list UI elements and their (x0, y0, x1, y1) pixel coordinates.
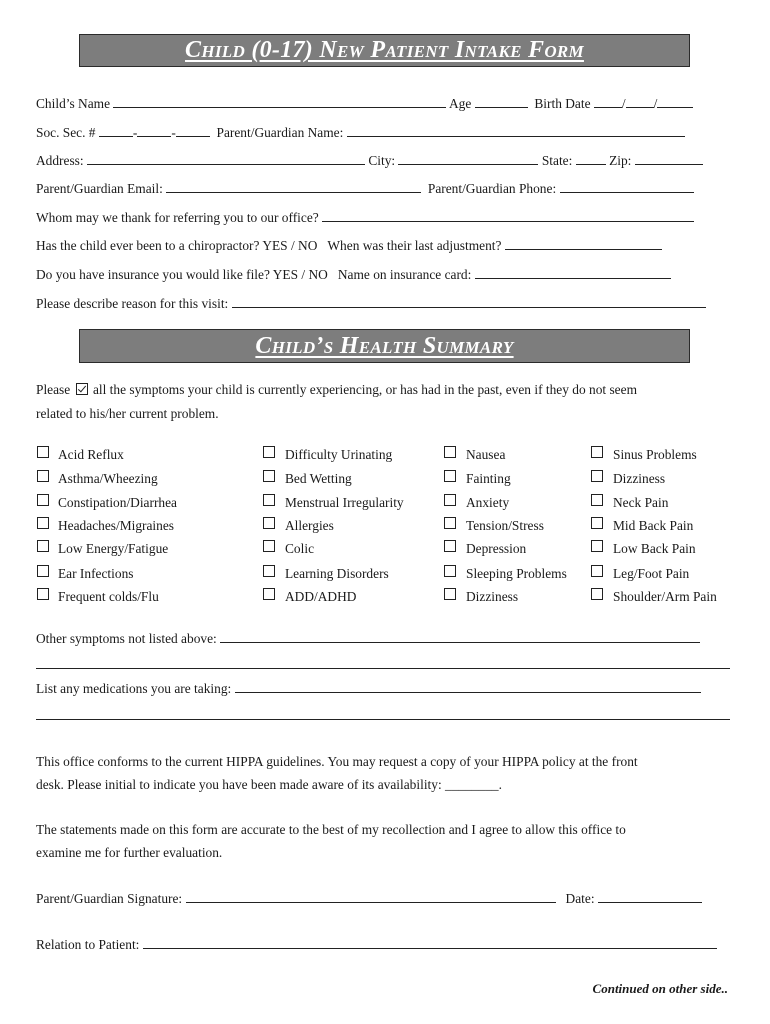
checkbox-dizziness[interactable] (444, 588, 456, 600)
symptom-label: Dizziness (613, 471, 666, 486)
checkbox-difficulty-urinating[interactable] (263, 446, 275, 458)
checkbox-colic[interactable] (263, 540, 275, 552)
referral-field[interactable] (322, 211, 694, 222)
symptom-label: Ear Infections (58, 566, 134, 581)
age-field[interactable] (475, 97, 528, 108)
symptom-label: Colic (285, 541, 315, 556)
checkbox-low-back-pain[interactable] (591, 540, 603, 552)
other-symptoms-field-line2[interactable] (36, 658, 730, 669)
hippa-line1: This office conforms to the current HIPPA guidelines. You may request a copy of your HIPPA policy at the front (36, 754, 638, 769)
checkbox-tension-stress[interactable] (444, 517, 456, 529)
medications-field-line2[interactable] (36, 709, 730, 720)
other-symptoms-field[interactable] (220, 632, 700, 643)
checkbox-low-energy-fatigue[interactable] (37, 540, 49, 552)
signature-row (36, 891, 702, 907)
checkbox-anxiety[interactable] (444, 494, 456, 506)
insurance-question-label: Do you have insurance you would like file? (36, 267, 270, 282)
city-field[interactable] (398, 154, 538, 165)
symptom-label: Fainting (466, 471, 511, 486)
checkbox-depression[interactable] (444, 540, 456, 552)
symptom-label: Anxiety (466, 495, 510, 510)
symptom-label: Depression (466, 541, 527, 556)
insurance-row (36, 267, 671, 283)
symptoms-intro-before: Please (36, 382, 71, 397)
checkbox-bed-wetting[interactable] (263, 470, 275, 482)
address-label: Address: (36, 153, 84, 168)
childs-name-label: Child’s Name (36, 96, 111, 111)
symptom-label: Frequent colds/Flu (58, 589, 159, 604)
signature-label: Parent/Guardian Signature: (36, 891, 183, 906)
chiropractor-row (36, 238, 662, 254)
birth-year-field[interactable] (657, 97, 693, 108)
symptom-label: ADD/ADHD (285, 589, 357, 604)
checkbox-menstrual-irregularity[interactable] (263, 494, 275, 506)
symptom-label: Tension/Stress (466, 518, 544, 533)
checkbox-allergies[interactable] (263, 517, 275, 529)
state-field[interactable] (576, 154, 606, 165)
birth-date-separator: / (621, 96, 626, 111)
referral-row (36, 210, 694, 226)
visit-reason-label: Please describe reason for this visit: (36, 296, 229, 311)
hippa-line2: desk. Please initial to indicate you have been made aware of its availability: ________. (36, 777, 502, 792)
checkbox-constipation-diarrhea[interactable] (37, 494, 49, 506)
continued-note: Continued on other side.. (592, 981, 728, 996)
checkbox-mid-back-pain[interactable] (591, 517, 603, 529)
parent-name-field[interactable] (347, 126, 685, 137)
checkbox-asthma-wheezing[interactable] (37, 470, 49, 482)
checkbox-dizziness-2[interactable] (591, 470, 603, 482)
symptom-label: Headaches/Migraines (58, 518, 175, 533)
checkbox-acid-reflux[interactable] (37, 446, 49, 458)
checkbox-headaches-migraines[interactable] (37, 517, 49, 529)
contact-row (36, 181, 694, 197)
statement-line1: The statements made on this form are accurate to the best of my recollection and I agree to allow this office to (36, 822, 626, 837)
city-label: City: (368, 153, 396, 168)
relation-row (36, 937, 717, 953)
birth-date-separator: / (653, 96, 658, 111)
symptom-label: Menstrual Irregularity (285, 495, 404, 510)
zip-label: Zip: (609, 153, 632, 168)
ssn-separator: - (132, 125, 138, 140)
symptom-label: Neck Pain (613, 495, 669, 510)
symptom-label: Asthma/Wheezing (58, 471, 158, 486)
symptoms-intro-after: all the symptoms your child is currently experiencing, or has had in the past, even if they do not seem (92, 382, 637, 397)
parent-email-label: Parent/Guardian Email: (36, 181, 163, 196)
checkbox-sleeping-problems[interactable] (444, 565, 456, 577)
medications-row (36, 681, 701, 697)
ssn-label: Soc. Sec. # (36, 125, 96, 140)
parent-name-label: Parent/Guardian Name: (216, 125, 344, 140)
other-symptoms-row (36, 631, 700, 647)
symptom-label: Bed Wetting (285, 471, 352, 486)
checkbox-add-adhd[interactable] (263, 588, 275, 600)
chiro-yes-no[interactable]: YES / NO (262, 238, 318, 253)
birth-date-label: Birth Date (534, 96, 591, 111)
state-label: State: (541, 153, 573, 168)
visit-reason-field[interactable] (232, 297, 706, 308)
referral-label: Whom may we thank for referring you to our office? (36, 210, 319, 225)
symptom-label: Acid Reflux (58, 447, 124, 462)
last-adjustment-label: When was their last adjustment? (327, 238, 502, 253)
checkbox-nausea[interactable] (444, 446, 456, 458)
checkbox-shoulder-arm-pain[interactable] (591, 588, 603, 600)
address-row (36, 153, 703, 169)
form-title: Child (0-17) New Patient Intake Form (79, 34, 690, 67)
birth-month-field[interactable] (594, 97, 622, 108)
symptom-label: Shoulder/Arm Pain (613, 589, 717, 604)
address-field[interactable] (87, 154, 365, 165)
checkbox-ear-infections[interactable] (37, 565, 49, 577)
symptom-label: Sleeping Problems (466, 566, 567, 581)
medications-field[interactable] (235, 682, 701, 693)
symptom-label: Dizziness (466, 589, 519, 604)
insurance-name-label: Name on insurance card: (337, 267, 472, 282)
symptom-label: Mid Back Pain (613, 518, 694, 533)
checkmark-box-icon (76, 383, 88, 395)
parent-phone-label: Parent/Guardian Phone: (427, 181, 557, 196)
birth-day-field[interactable] (626, 97, 654, 108)
symptom-label: Nausea (466, 447, 506, 462)
statement-line2: examine me for further evaluation. (36, 845, 223, 860)
relation-field[interactable] (143, 938, 717, 949)
insurance-name-field[interactable] (475, 268, 671, 279)
checkbox-neck-pain[interactable] (591, 494, 603, 506)
symptom-label: Low Back Pain (613, 541, 696, 556)
checkbox-leg-foot-pain[interactable] (591, 565, 603, 577)
age-label: Age (448, 96, 472, 111)
symptom-label: Constipation/Diarrhea (58, 495, 177, 510)
relation-label: Relation to Patient: (36, 937, 140, 952)
section-title: Child’s Health Summary (79, 329, 690, 363)
checkbox-sinus-problems[interactable] (591, 446, 603, 458)
checkbox-learning-disorders[interactable] (263, 565, 275, 577)
checkbox-fainting[interactable] (444, 470, 456, 482)
symptoms-intro-line2: related to his/her current problem. (36, 406, 219, 421)
medications-label: List any medications you are taking: (36, 681, 232, 696)
last-adjustment-field[interactable] (505, 239, 662, 250)
insurance-yes-no[interactable]: YES / NO (272, 267, 328, 282)
ssn-part3-field[interactable] (176, 126, 210, 137)
ssn-part2-field[interactable] (137, 126, 171, 137)
ssn-row (36, 125, 685, 141)
ssn-separator: - (171, 125, 176, 140)
childs-name-row (36, 96, 693, 112)
date-field[interactable] (598, 892, 702, 903)
parent-phone-field[interactable] (560, 182, 694, 193)
symptom-label: Leg/Foot Pain (613, 566, 690, 581)
hippa-notice (36, 750, 736, 796)
chiro-question-label: Has the child ever been to a chiropractor? (36, 238, 260, 253)
symptoms-intro (36, 382, 637, 398)
other-symptoms-label: Other symptoms not listed above: (36, 631, 217, 646)
ssn-part1-field[interactable] (99, 126, 133, 137)
symptom-label: Low Energy/Fatigue (58, 541, 169, 556)
parent-email-field[interactable] (166, 182, 421, 193)
symptom-label: Sinus Problems (613, 447, 697, 462)
visit-reason-row (36, 296, 706, 312)
symptom-label: Difficulty Urinating (285, 447, 393, 462)
date-label: Date: (565, 891, 595, 906)
accuracy-statement (36, 818, 736, 864)
childs-name-field[interactable] (113, 97, 446, 108)
symptom-label: Allergies (285, 518, 334, 533)
symptom-label: Learning Disorders (285, 566, 389, 581)
checkbox-frequent-colds-flu[interactable] (37, 588, 49, 600)
signature-field[interactable] (186, 892, 556, 903)
zip-field[interactable] (635, 154, 703, 165)
